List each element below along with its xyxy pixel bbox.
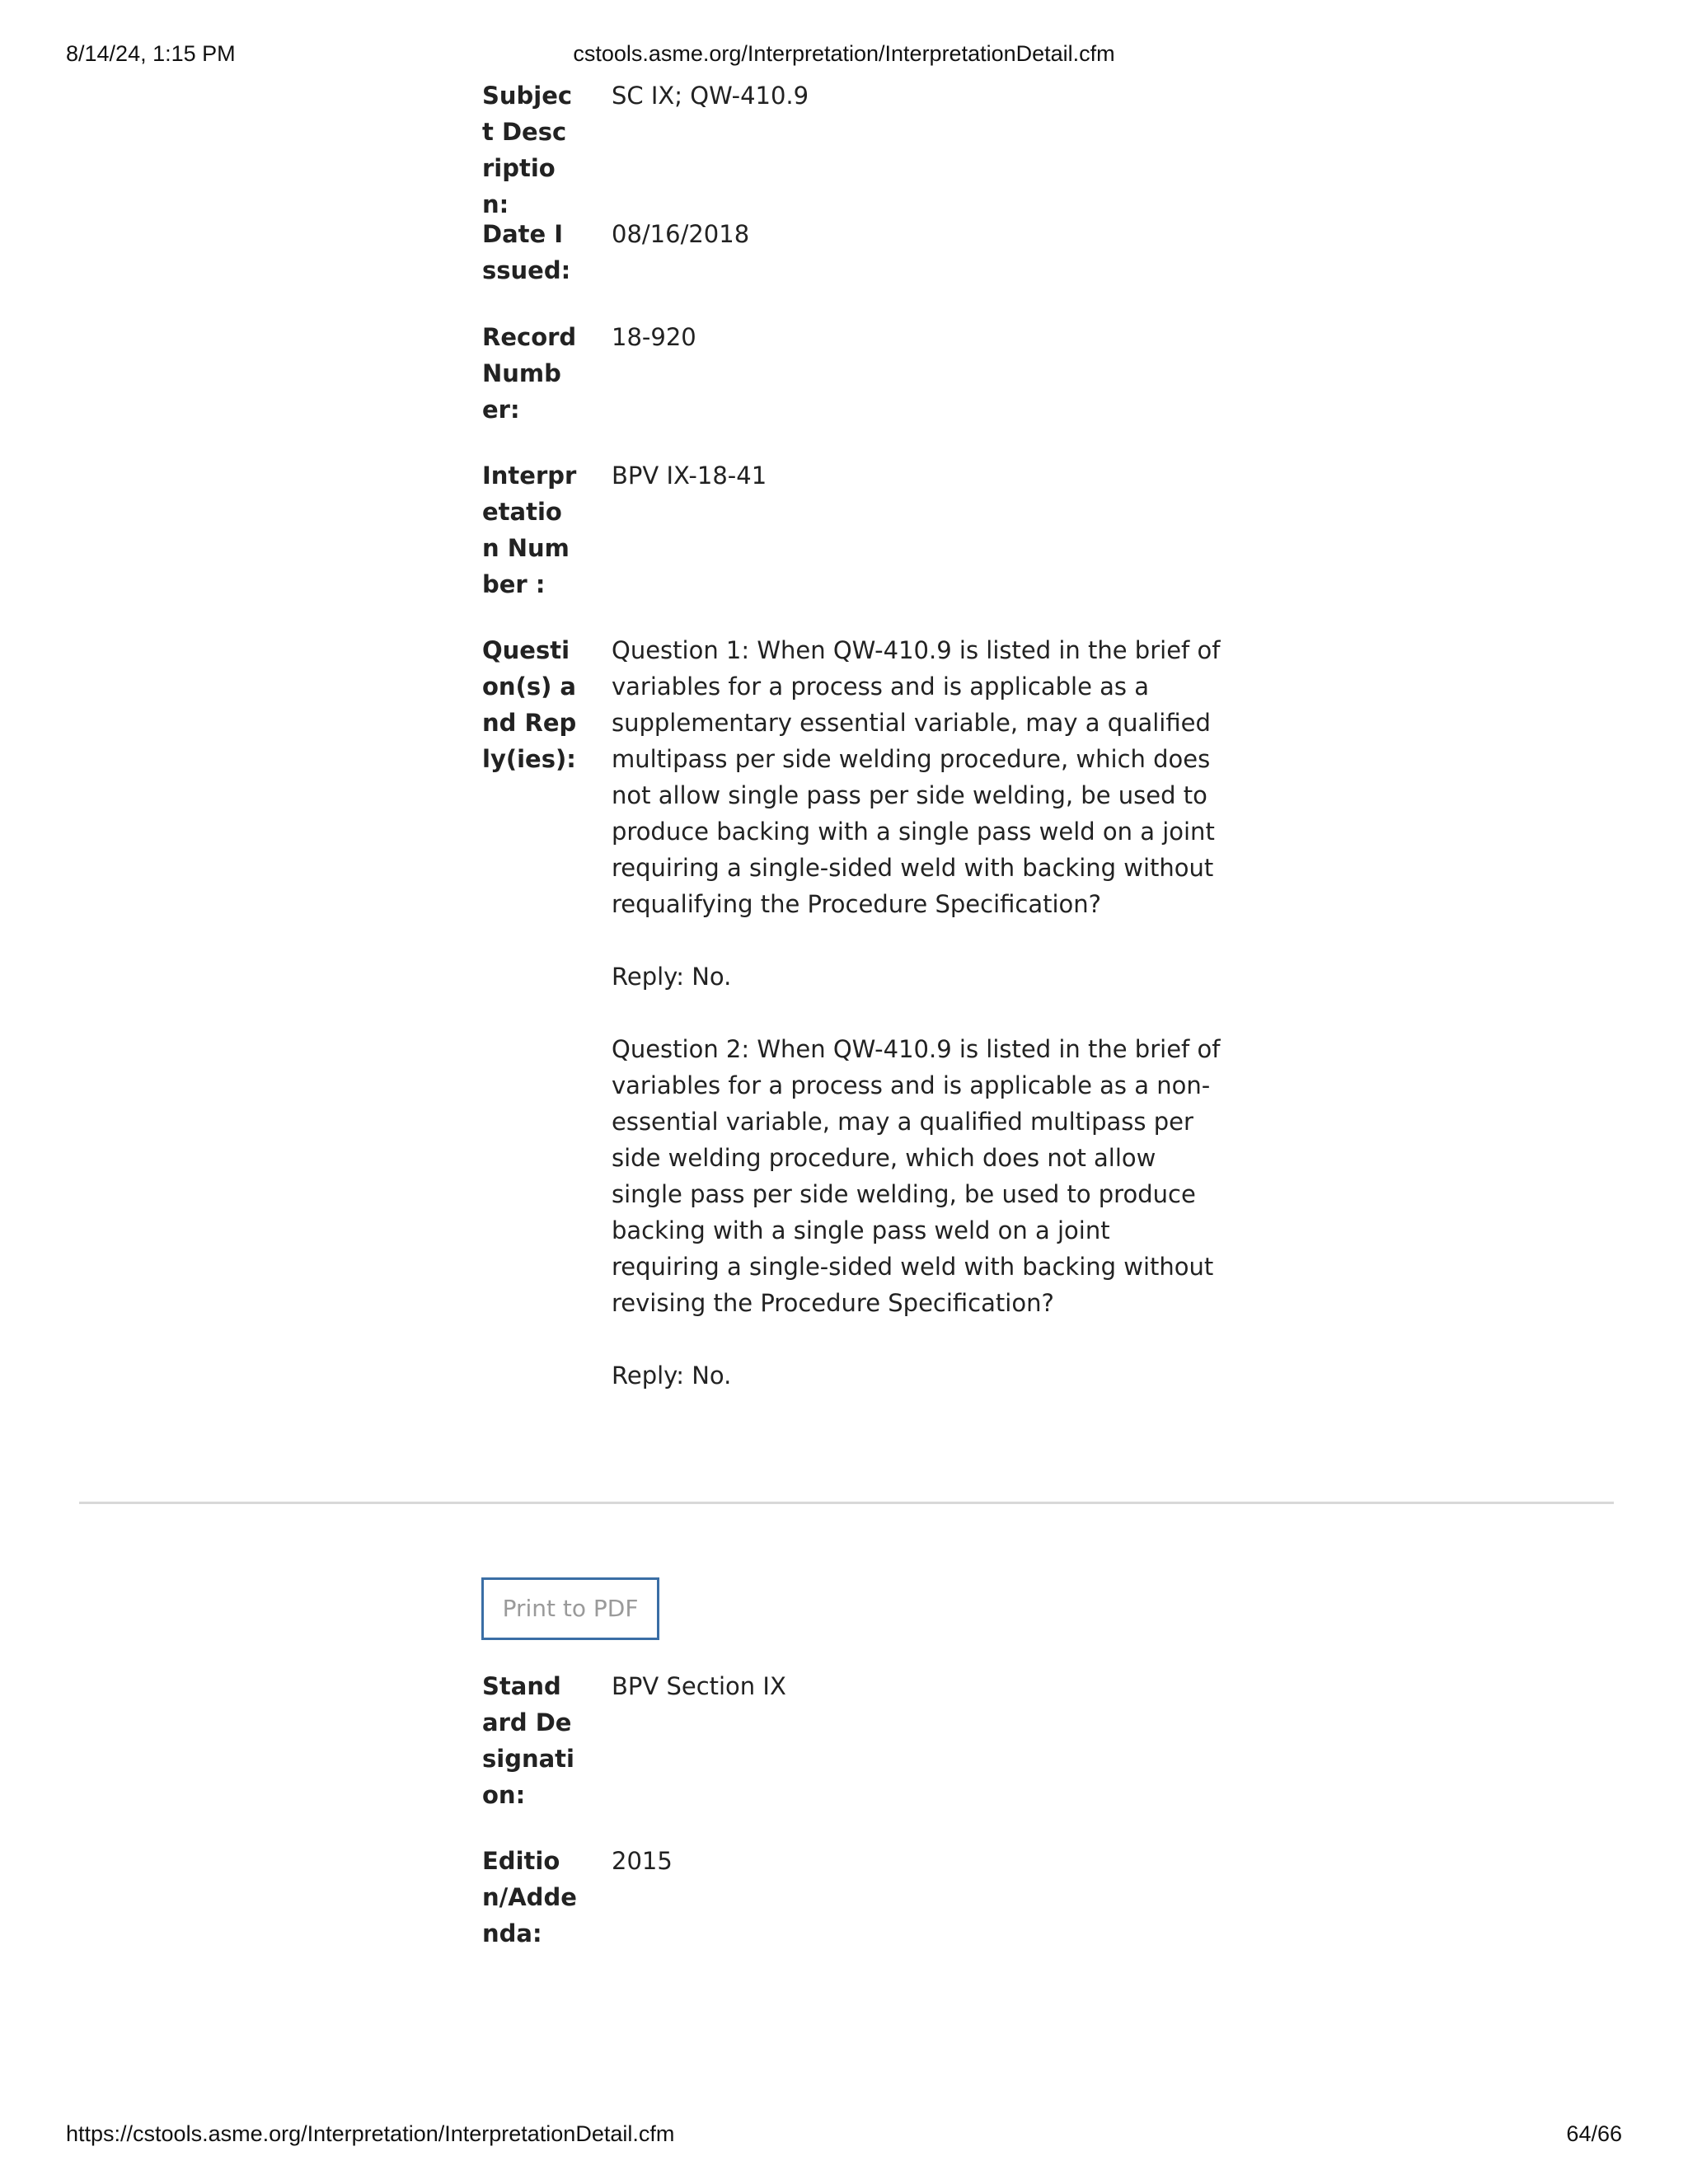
edition-addenda-label: Edition/Addenda: xyxy=(482,1847,577,1947)
question-2: Question 2: When QW-410.9 is listed in the brief of variables for a process and is applicable as a non-essential variable, may a qualified multipass per side welding procedure, which does not allow single pass per side welding, be used to produce backing with a single pass weld on a joint requiring a single-sided weld with backing without revising the Procedure Specification? xyxy=(612,1035,1221,1317)
subject-description-label: Subject Description: xyxy=(482,82,573,218)
reply-2: Reply: No. xyxy=(612,1361,732,1390)
standard-designation-label: Standard Designation: xyxy=(482,1672,574,1809)
questions-replies-label: Question(s) and Reply(ies): xyxy=(482,636,577,773)
edition-addenda-value: 2015 xyxy=(612,1847,673,1875)
section-divider xyxy=(79,1502,1614,1504)
reply-1: Reply: No. xyxy=(612,963,732,991)
standard-designation-value: BPV Section IX xyxy=(612,1672,786,1700)
print-footer xyxy=(66,2121,1622,2151)
print-datetime: 8/14/24, 1:15 PM xyxy=(66,41,236,66)
date-issued-value: 08/16/2018 xyxy=(612,220,750,248)
questions-replies-value xyxy=(612,632,1221,1394)
print-header xyxy=(66,41,1622,71)
print-footer-url: https://cstools.asme.org/Interpretation/InterpretationDetail.cfm xyxy=(66,2121,675,2146)
question-1: Question 1: When QW-410.9 is listed in the brief of variables for a process and is applicable as a supplementary essential variable, may a qualified multipass per side welding procedure, which does not allow single pass per side welding, be used to produce backing with a single pass weld on a joint requiring a single-sided weld with backing without requalifying the Procedure Specification? xyxy=(612,636,1221,918)
record-number-label: Record Number: xyxy=(482,323,577,424)
print-to-pdf-button[interactable]: Print to PDF xyxy=(481,1577,659,1640)
subject-description-value: SC IX; QW-410.9 xyxy=(612,82,809,110)
print-page-url: cstools.asme.org/Interpretation/InterpretationDetail.cfm xyxy=(573,41,1115,66)
date-issued-label: Date Issued: xyxy=(482,220,571,284)
record-number-value: 18-920 xyxy=(612,323,696,351)
interpretation-number-value: BPV IX-18-41 xyxy=(612,462,767,490)
interpretation-number-label: Interpretation Number : xyxy=(482,462,577,598)
page-number: 64/66 xyxy=(1566,2121,1622,2146)
